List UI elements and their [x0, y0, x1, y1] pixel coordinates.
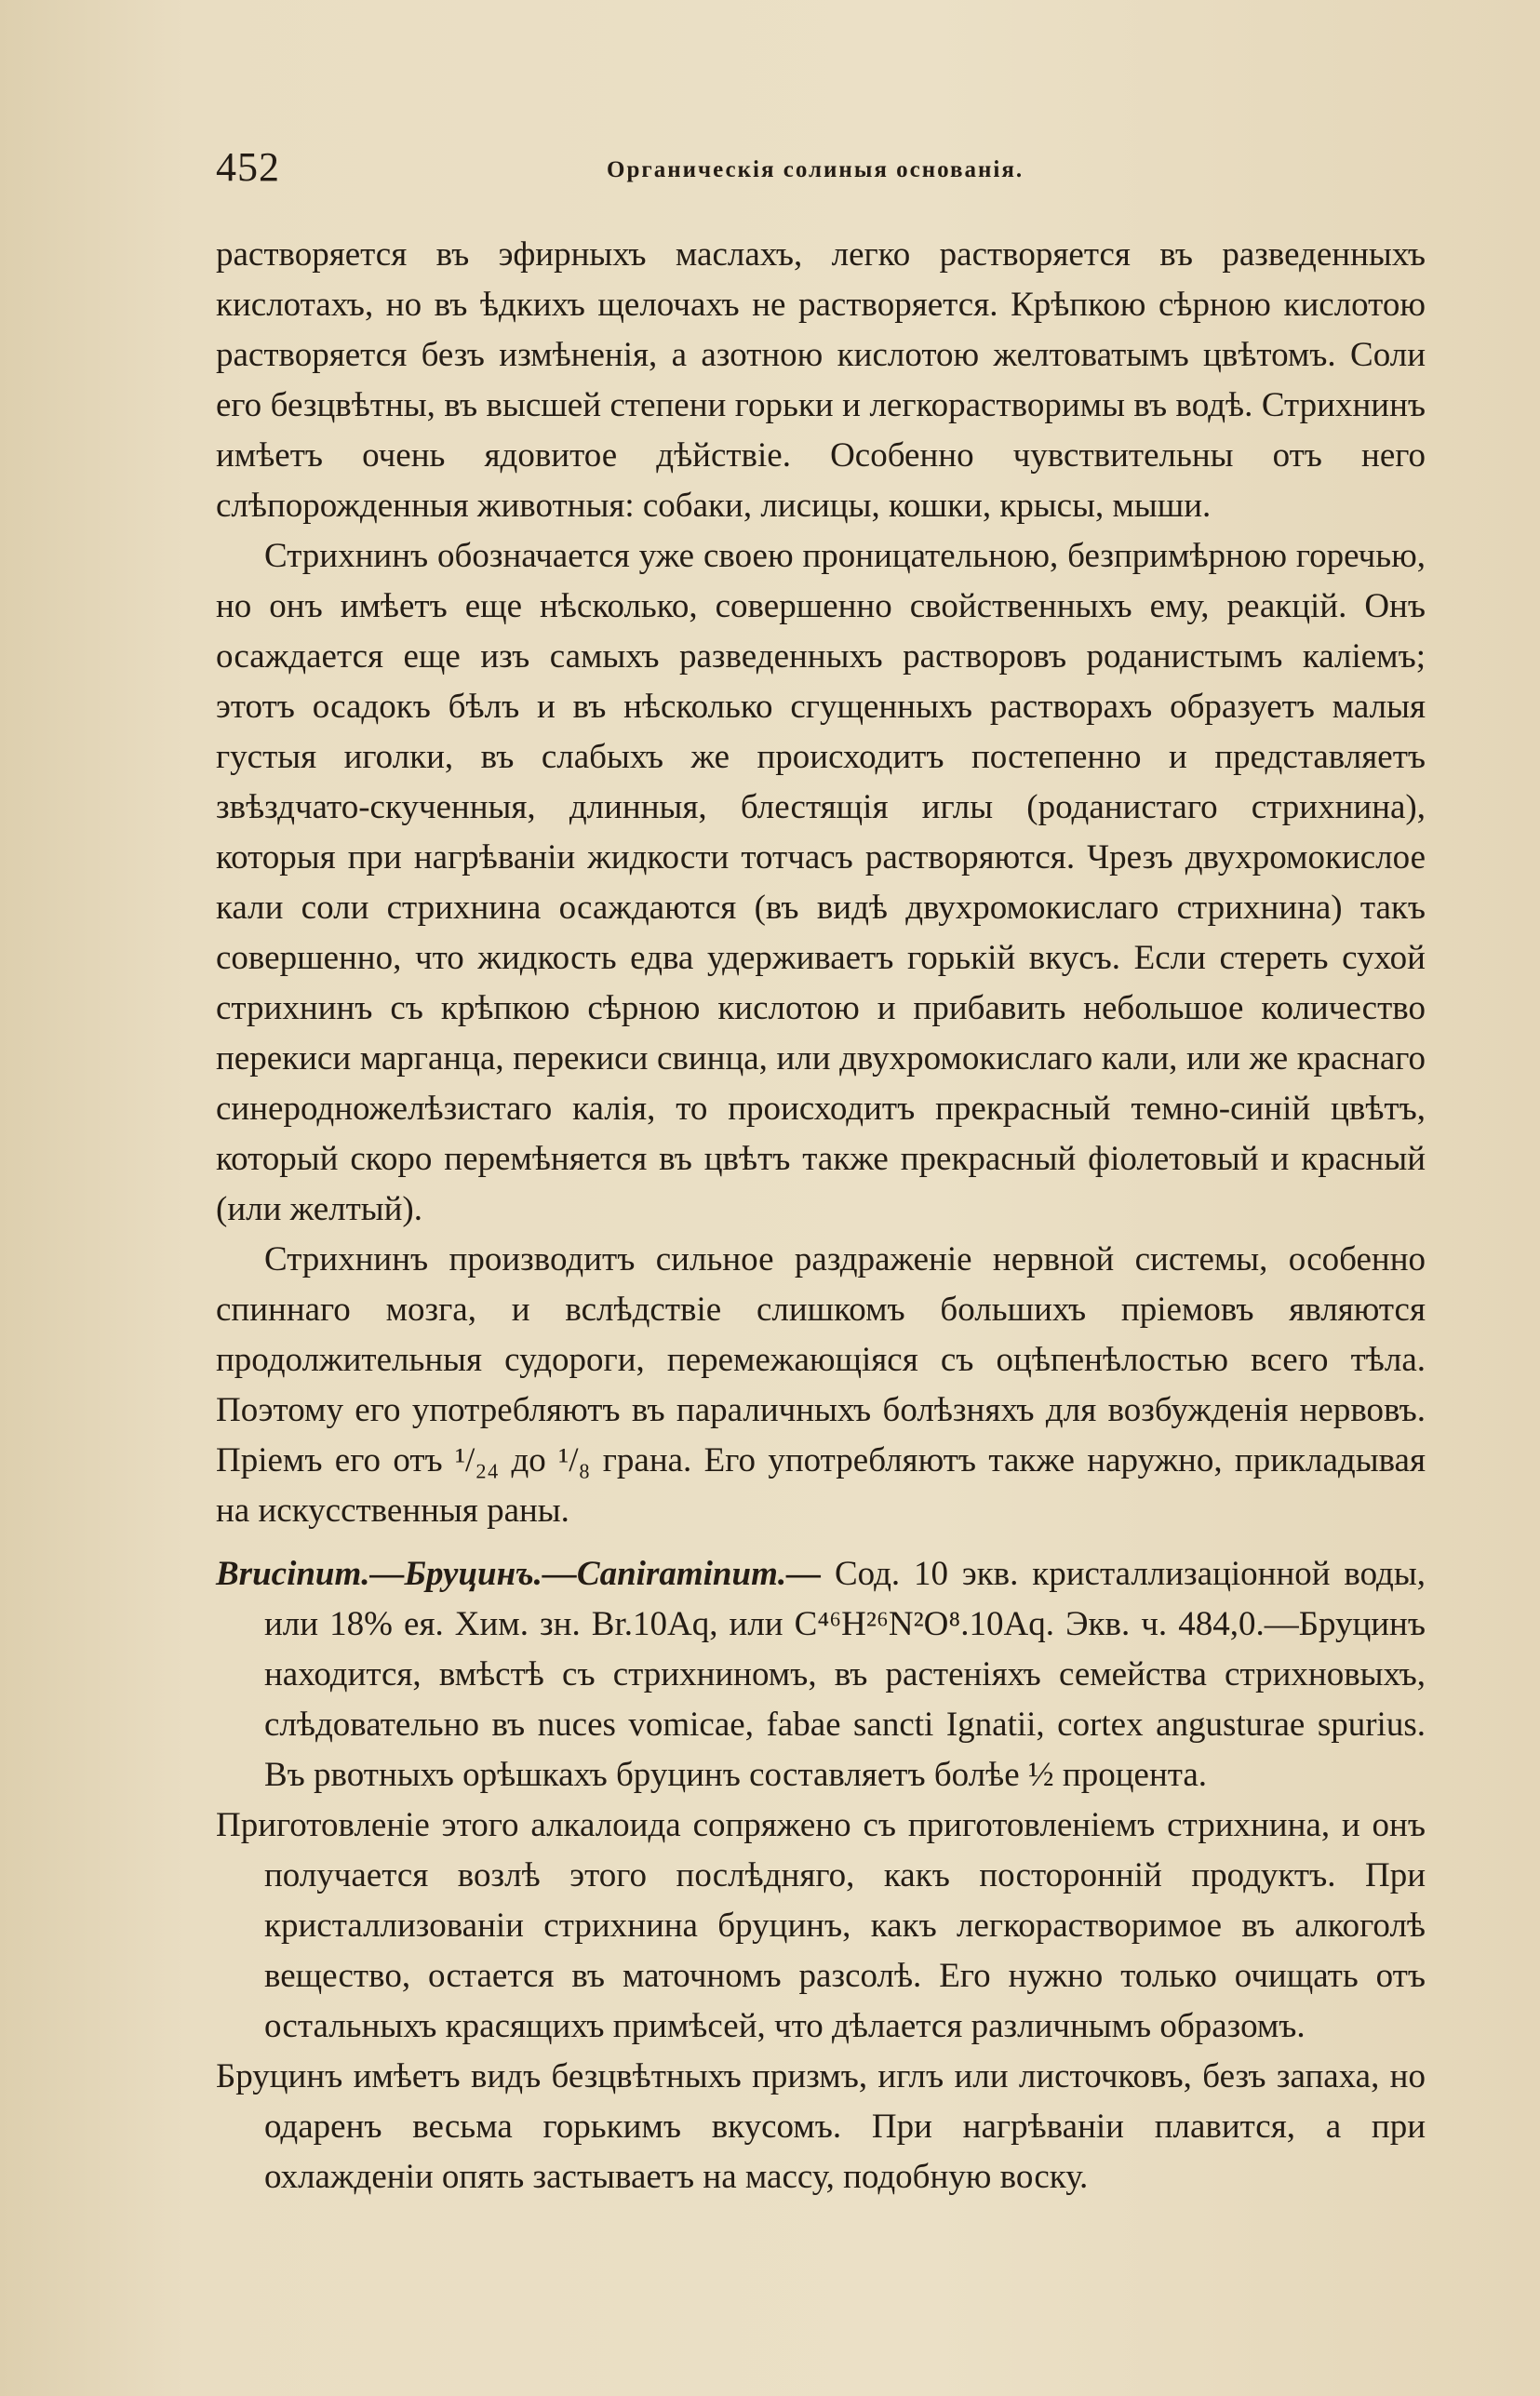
- paragraph-properties: Бруцинъ имѣетъ видъ безцвѣтныхъ призмъ, иглъ или листочковъ, безъ запаха, но одаренъ весьма горькимъ вкусомъ. При нагрѣваніи плавится, а при охлажденіи опять застываетъ на массу, подобную воску.: [216, 2057, 1426, 2196]
- running-title: Органическія солиныя основанія.: [607, 157, 1024, 182]
- brucine-entry-text: Сод. 10 экв. кристаллизаціонной воды, или 18% ея. Хим. зн. Br.10Aq, или C⁴⁶H²⁶N²O⁸.10Aq. Экв. ч. 484,0.—Бруцинъ находится, вмѣстѣ съ стрихниномъ, въ растеніяхъ семейства стрихновыхъ, слѣдовательно въ nuces vomicae, fabae sancti Ignatii, cortex angusturae spurius. Въ рвотныхъ орѣшкахъ бруцинъ составляетъ болѣе ½ процента.: [264, 1555, 1426, 1794]
- paragraph-reactions: Стрихнинъ обозначается уже своею проницательною, безпримѣрною горечью, но онъ имѣетъ еще нѣсколько, совершенно свойственныхъ ему, реакцій. Онъ осаждается еще изъ самыхъ разведенныхъ растворовъ роданистымъ каліемъ; этотъ осадокъ бѣлъ и въ нѣсколько сгущенныхъ растворахъ образуетъ малыя густыя иголки, въ слабыхъ же происходитъ постепенно и представляетъ звѣздчато-скученныя, длинныя, блестящія иглы (роданистаго стрихнина), которыя при нагрѣваніи жидкости тотчасъ растворяются. Чрезъ двухромокислое кали соли стрихнина осаждаются (въ видѣ двухромокислаго стрихнина) такъ совершенно, что жидкость едва удерживаетъ горькій вкусъ. Если стереть сухой стрихнинъ съ крѣпкою сѣрною кислотою и прибавить небольшое количество перекиси марганца, перекиси свинца, или двухромокислаго кали, или же краснаго синеродножелѣзистаго калія, то происходитъ прекрасный темно-синій цвѣтъ, который скоро перемѣняется въ цвѣтъ также прекрасный фіолетовый и красный (или желтый).: [216, 537, 1426, 1228]
- body-text: [216, 230, 1426, 2202]
- paragraph-preparation: Приготовленіе этого алкалоида сопряжено съ приготовленіемъ стрихнина, и онъ получается возлѣ этого послѣдняго, какъ посторонній продуктъ. При кристаллизованіи стрихнина бруцинъ, какъ легкорастворимое въ алкоголѣ вещество, остается въ маточномъ разсолѣ. Его нужно только очищать отъ остальныхъ красящихъ примѣсей, что дѣлается различнымъ образомъ.: [216, 1806, 1426, 2045]
- page-header: [216, 140, 1426, 195]
- paragraph-brucine-entry: [216, 1549, 1426, 1800]
- paragraph-physiology: Стрихнинъ производитъ сильное раздраженіе нервной системы, особенно спиннаго мозга, и вслѣдствіе слишкомъ большихъ пріемовъ являются продолжительныя судороги, перемежающіяся съ оцѣпенѣлостью всего тѣла. Поэтому его употребляютъ въ параличныхъ болѣзняхъ для возбужденія нервовъ. Пріемъ его отъ ¹/₂₄ до ¹/₈ грана. Его употребляютъ также наружно, прикладывая на искусственныя раны.: [216, 1240, 1426, 1530]
- paragraph-solubility: растворяется въ эфирныхъ маслахъ, легко растворяется въ разведенныхъ кислотахъ, но въ ѣдкихъ щелочахъ не растворяется. Крѣпкою сѣрною кислотою растворяется безъ измѣненія, а азотною кислотою желтоватымъ цвѣтомъ. Соли его безцвѣтны, въ высшей степени горьки и легкорастворимы въ водѣ. Стрихнинъ имѣетъ очень ядовитое дѣйствіе. Особенно чувствительны отъ него слѣпорожденныя животныя: собаки, лисицы, кошки, крысы, мыши.: [216, 235, 1426, 525]
- page-number: 452: [216, 144, 280, 190]
- brucine-heading: Brucinum.—Бруцинъ.—Caniraminum.—: [216, 1555, 822, 1593]
